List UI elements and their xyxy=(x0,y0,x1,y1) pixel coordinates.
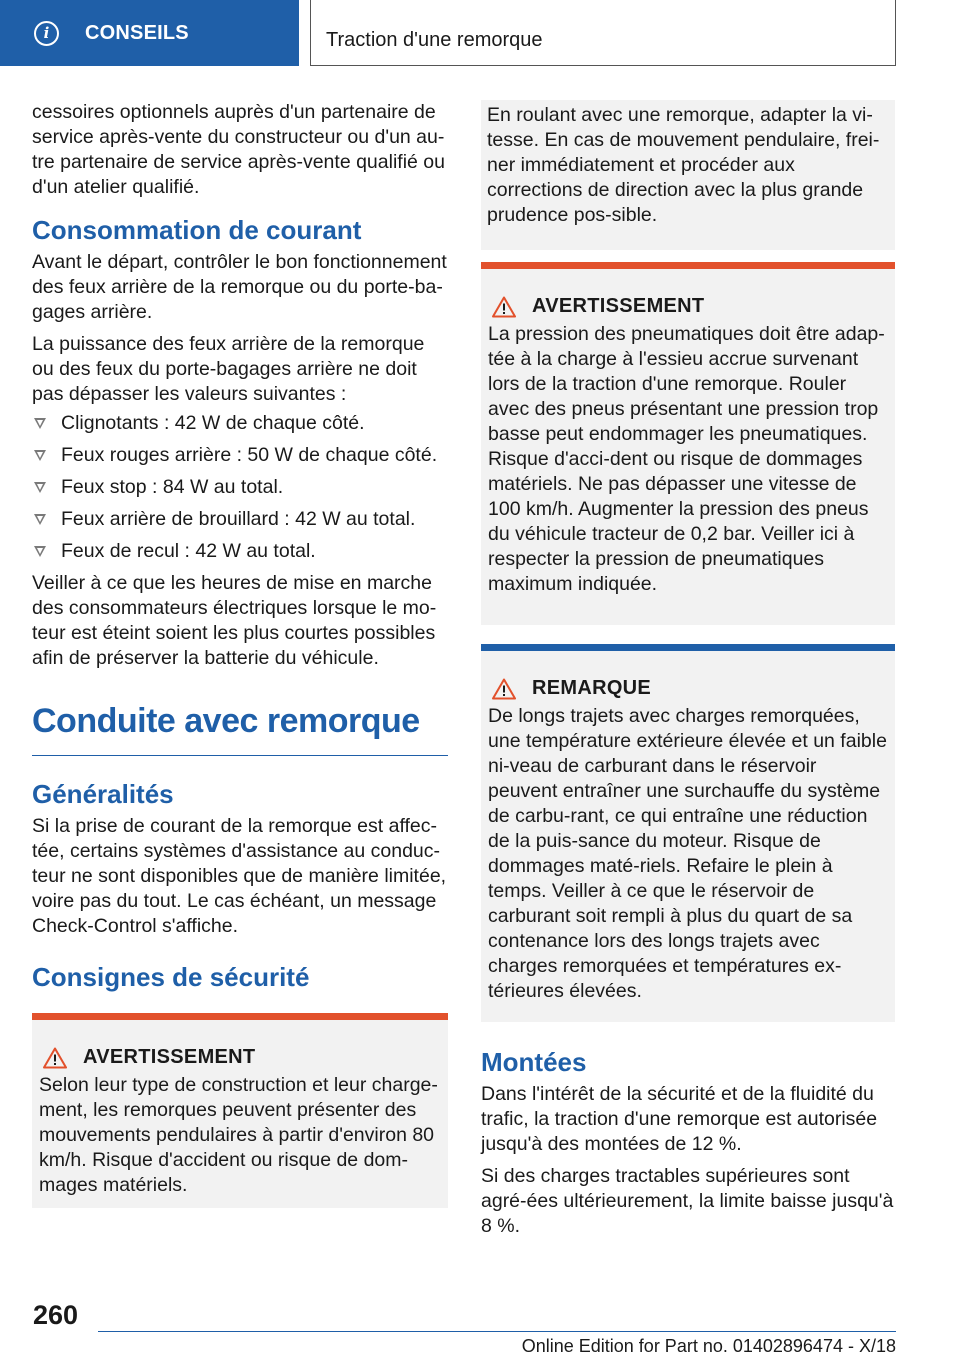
footer-divider xyxy=(98,1331,896,1332)
paragraph-consommation-2: La puissance des feux arrière de la remorque ou des feux du porte-bagages arrière ne doit pas dépasser les valeurs suivantes : xyxy=(32,333,425,405)
warning-title: AVERTISSEMENT xyxy=(83,1046,256,1068)
paragraph-consommation-1: Avant le départ, contrôler le bon fonctionnement des feux arrière de la remorque ou du porte-ba-gages arrière. xyxy=(32,251,447,323)
note-box xyxy=(481,644,895,1022)
warning-box-2 xyxy=(481,262,895,625)
note-title: REMARQUE xyxy=(532,677,652,699)
lamp-power-list xyxy=(32,411,448,564)
paragraph-montees-1: Dans l'intérêt de la sécurité et de la fluidité du trafic, la traction d'une remorque est autorisée jusqu'à des montées de 12 %. xyxy=(481,1083,878,1155)
note-text: De longs trajets avec charges remorquées, une température extérieure élevée et un faible ni-veau de carburant dans le réservoir peuvent entraîner une surchauffe du système de carbu-rant, ce qui entraîne une réduction de la puis-sance du moteur. Risque de dommages maté-riels. Refaire le plein à temps. Veiller à ce que le réservoir de carburant soit rempli à plus du quart de sa contenance lors des longs trajets avec charges remorquées et températures ex-térieures élevées. xyxy=(488,705,887,1002)
bullet-triangle-icon xyxy=(34,418,46,429)
warning-text: La pression des pneumatiques doit être adap-tée à la charge à l'essieu accrue survenant lors de la traction d'une remorque. Rouler avec des pneus présentant une pression trop basse peut endommager les pneumatiques. Risque d'acci-dent ou risque de dommages matériels. Ne pas dépasser une vitesse de 100 km/h. Augmenter la pression des pneus du véhicule tracteur de 0,2 bar. Veiller ici à respecter la pression de pneumatiques maximum indiquée. xyxy=(488,323,885,595)
bullet-triangle-icon xyxy=(34,450,46,461)
list-item: Feux stop : 84 W au total. xyxy=(32,475,448,500)
heading-consommation: Consommation de courant xyxy=(32,215,362,245)
continued-warning-text: En roulant avec une remorque, adapter la vi-tesse. En cas de mouvement pendulaire, frei-ner immédiatement et procéder aux corrections de direction avec la plus grande prudence pos-sible. xyxy=(487,104,880,226)
bullet-triangle-icon xyxy=(34,546,46,557)
right-column xyxy=(481,100,895,1239)
warning-triangle-icon xyxy=(492,296,516,318)
list-item: Clignotants : 42 W de chaque côté. xyxy=(32,411,448,436)
bullet-triangle-icon xyxy=(34,514,46,525)
warning-text: Selon leur type de construction et leur charge-ment, les remorques peuvent présenter des mouvements pendulaires à partir d'environ 80 km/h. Risque d'accident ou risque de dom-mages matériels. xyxy=(39,1074,438,1196)
left-column xyxy=(32,100,448,1208)
heading-conduite: Conduite avec remorque xyxy=(32,702,420,740)
heading-consignes: Consignes de sécurité xyxy=(32,962,310,992)
continued-warning-box xyxy=(481,100,895,250)
list-item: Feux arrière de brouillard : 42 W au total. xyxy=(32,507,448,532)
section-tab xyxy=(0,0,299,66)
paragraph-montees-2: Si des charges tractables supérieures sont agré-ées ultérieurement, la limite baisse jusqu'à 8 %. xyxy=(481,1165,894,1237)
page-title: Traction d'une remorque xyxy=(310,0,896,66)
warning-triangle-icon xyxy=(43,1047,67,1069)
info-icon: i xyxy=(34,21,59,46)
bullet-triangle-icon xyxy=(34,482,46,493)
section-label: CONSEILS xyxy=(85,21,189,44)
intro-paragraph: cessoires optionnels auprès d'un partenaire de service après-vente du constructeur ou d'un au-tre partenaire de service après-vente qualifié ou d'un atelier qualifié. xyxy=(32,101,445,198)
edition-note: Online Edition for Part no. 01402896474 - X/18 xyxy=(521,1336,896,1356)
paragraph-generalites: Si la prise de courant de la remorque est affec-tée, certains systèmes d'assistance au conduc-teur ne sont disponibles que de manière limitée, voire pas du tout. Le cas échéant, un message Check-Control s'affiche. xyxy=(32,815,447,937)
section-divider xyxy=(32,755,448,756)
paragraph-consommation-3: Veiller à ce que les heures de mise en marche des consommateurs électriques lorsque le mo-teur est éteint soient les plus courtes possibles afin de préserver la batterie du véhicule. xyxy=(32,572,437,669)
warning-box-1 xyxy=(32,1013,448,1208)
warning-title: AVERTISSEMENT xyxy=(532,295,705,317)
list-item: Feux de recul : 42 W au total. xyxy=(32,539,448,564)
warning-triangle-icon xyxy=(492,678,516,700)
heading-generalites: Généralités xyxy=(32,779,174,809)
page-number: 260 xyxy=(33,1300,79,1330)
heading-montees: Montées xyxy=(481,1047,587,1077)
list-item: Feux rouges arrière : 50 W de chaque côté. xyxy=(32,443,448,468)
